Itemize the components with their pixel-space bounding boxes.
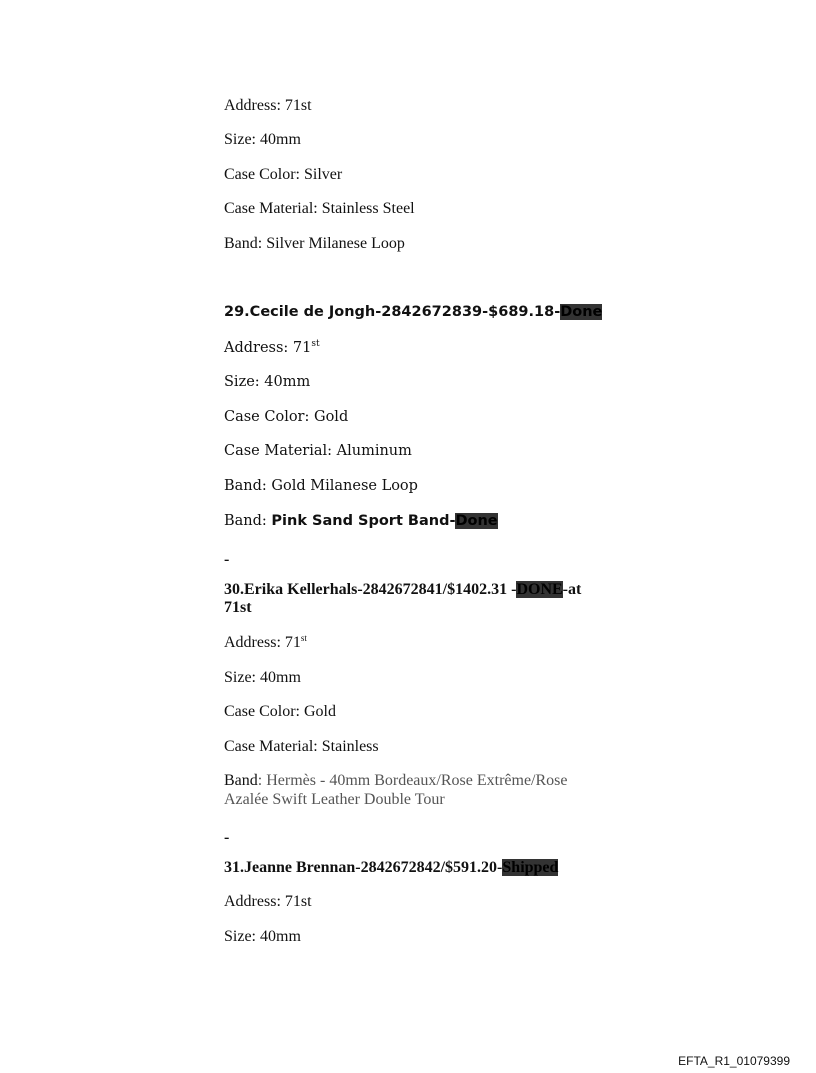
case-color-line: Case Color: Silver [224, 166, 343, 183]
case-material-line: Case Material: Stainless Steel [224, 200, 415, 217]
item-30-address [224, 634, 307, 652]
band-label: Band [224, 772, 258, 789]
item-30-band-line-2: Azalée Swift Leather Double Tour [224, 791, 445, 808]
item-29-band-2 [224, 512, 498, 530]
item-31-heading [224, 859, 558, 877]
status-badge: DONE [516, 581, 563, 598]
item-30-heading-suffix: -at [562, 581, 582, 598]
item-29-band-1: Band: Gold Milanese Loop [224, 478, 418, 494]
address-label: Address: 71 [224, 340, 312, 356]
item-29-case-material: Case Material: Aluminum [224, 443, 412, 459]
status-badge: Shipped [502, 859, 559, 876]
item-30-case-color: Case Color: Gold [224, 703, 336, 720]
document-id-footer: EFTA_R1_01079399 [678, 1054, 790, 1068]
size-line: Size: 40mm [224, 131, 301, 148]
address-superscript: st [311, 339, 320, 349]
item-30-heading-line-2: 71st [224, 599, 252, 616]
item-31-size: Size: 40mm [224, 928, 301, 945]
item-30-heading [224, 581, 581, 599]
address-superscript: st [300, 633, 307, 643]
status-badge: Done [560, 304, 603, 320]
item-29-heading [224, 303, 602, 321]
item-29-size: Size: 40mm [224, 374, 311, 390]
item-29-address [224, 339, 320, 357]
band-value: Pink Sand Sport Band- [271, 513, 456, 529]
item-29-heading-text: 29.Cecile de Jongh-2842672839-$689.18- [224, 304, 561, 320]
item-29-case-color: Case Color: Gold [224, 409, 349, 425]
status-badge: Done [455, 513, 498, 529]
address-label: Address: 71 [224, 634, 301, 651]
item-31-address: Address: 71st [224, 893, 312, 910]
item-30-size: Size: 40mm [224, 669, 301, 686]
item-30-case-material: Case Material: Stainless [224, 738, 379, 755]
dash-separator: - [224, 829, 230, 846]
band-label: Band: [224, 513, 272, 529]
band-line: Band: Silver Milanese Loop [224, 235, 405, 252]
item-31-heading-text: 31.Jeanne Brennan-2842672842/$591.20- [224, 859, 503, 876]
item-30-heading-text: 30.Erika Kellerhals-2842672841/$1402.31 - [224, 581, 517, 598]
address-line: Address: 71st [224, 97, 312, 114]
band-value: : Hermès - 40mm Bordeaux/Rose Extrême/Rose [257, 772, 568, 789]
item-30-band [224, 772, 568, 790]
dash-separator: - [224, 551, 230, 568]
